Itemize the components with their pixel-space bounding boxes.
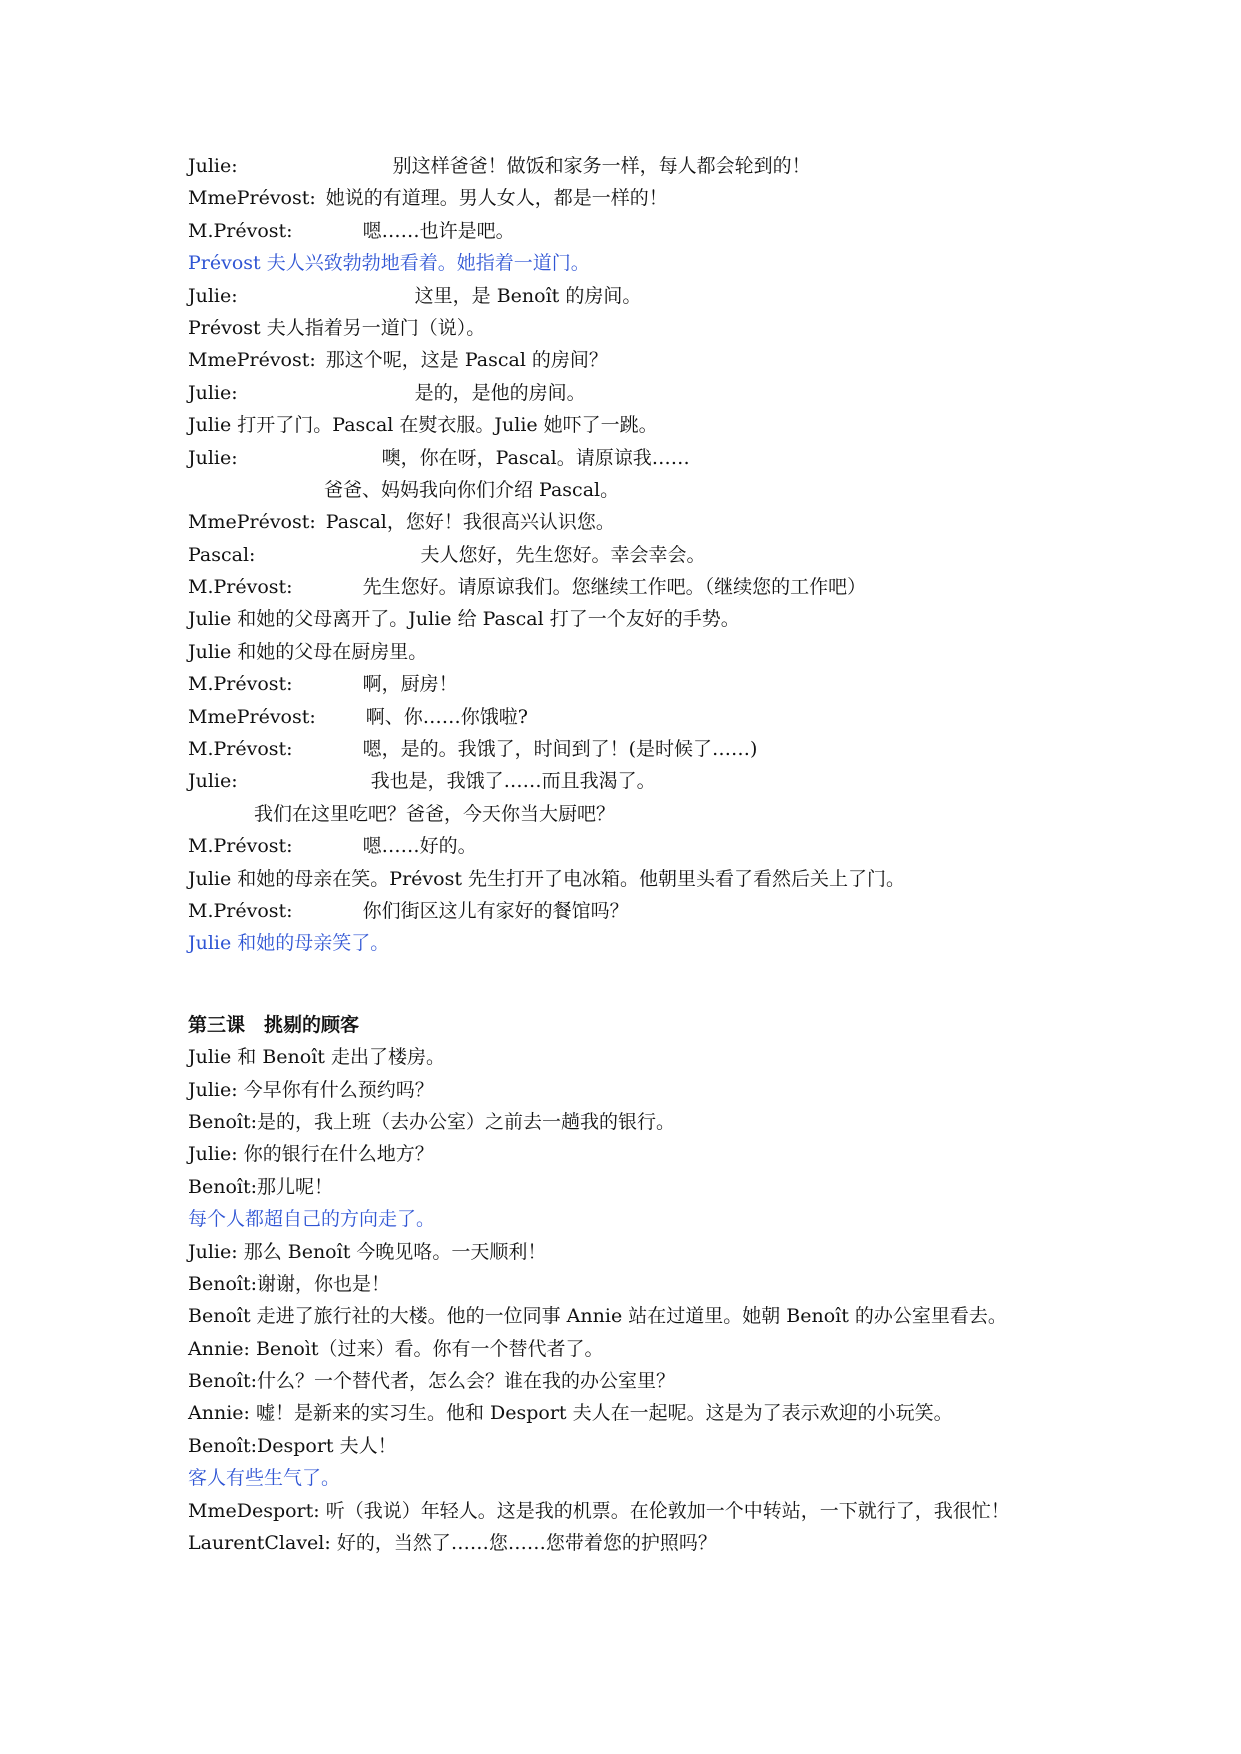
line-text: 这里，是 Benoît 的房间。 xyxy=(414,284,642,307)
dialogue-line xyxy=(188,280,1148,312)
line-text: 你们街区这儿有家好的餐馆吗？ xyxy=(362,899,629,922)
line-text: Julie: 那么 Benoît 今晚见咯。一天顺利！ xyxy=(188,1240,547,1263)
speaker-name: Julie: xyxy=(188,770,238,793)
dialogue-line xyxy=(188,215,1148,247)
narration-line xyxy=(188,1333,1148,1365)
line-text: Benoît:什么？一个替代者，怎么会？谁在我的办公室里？ xyxy=(188,1370,675,1393)
line-text: Pascal，您好！我很高兴认识您。 xyxy=(325,511,615,534)
line-text: Julie 和她的母亲笑了。 xyxy=(188,932,390,955)
narration-line xyxy=(188,1430,1148,1462)
speaker-name: M.Prévost: xyxy=(188,576,293,599)
lesson-heading-text: 第三课 挑剔的顾客 xyxy=(188,1013,360,1036)
narration-line xyxy=(188,636,1148,668)
dialogue-line xyxy=(188,571,1148,603)
dialogue-line xyxy=(188,701,1148,733)
narration-line xyxy=(188,1236,1148,1268)
speaker-name: Julie: xyxy=(188,155,238,177)
line-text: 先生您好。请原谅我们。您继续工作吧。（继续您的工作吧） xyxy=(362,576,867,599)
dialogue-line xyxy=(188,377,1148,409)
line-text: 夫人您好，先生您好。幸会幸会。 xyxy=(420,543,706,566)
narration-line xyxy=(188,247,1148,279)
narration-line xyxy=(188,1397,1148,1429)
line-text: 噢，你在呀，Pascal。请原谅我…… xyxy=(381,446,690,469)
dialogue-line xyxy=(188,506,1148,538)
speaker-name: MmePrévost: xyxy=(188,705,316,728)
narration-line xyxy=(188,1138,1148,1170)
speaker-name: MmePrévost: xyxy=(188,511,316,534)
narration-line xyxy=(188,1300,1148,1332)
line-text: Benoît:是的，我上班（去办公室）之前去一趟我的银行。 xyxy=(188,1110,675,1133)
line-text: Julie 和她的父母在厨房里。 xyxy=(188,640,428,663)
line-text: 爸爸、妈妈我向你们介绍 Pascal。 xyxy=(324,478,620,501)
narration-line xyxy=(188,1171,1148,1203)
line-text: 啊，厨房！ xyxy=(362,673,458,696)
dialogue-text xyxy=(188,150,1148,1559)
line-text: Prévost 夫人指着另一道门（说）。 xyxy=(188,316,486,339)
dialogue-line xyxy=(188,765,1148,797)
line-text: 每个人都超自己的方向走了。 xyxy=(188,1208,436,1231)
narration-line xyxy=(188,1495,1148,1527)
speaker-name: Pascal: xyxy=(188,543,256,566)
narration-line xyxy=(188,1365,1148,1397)
dialogue-line xyxy=(188,895,1148,927)
line-text: MmeDesport: 听（我说）年轻人。这是我的机票。在伦敦加一个中转站，一下就行了，我很忙！ xyxy=(188,1499,1010,1522)
line-text: Prévost 夫人兴致勃勃地看着。她指着一道门。 xyxy=(188,252,590,275)
dialogue-line xyxy=(188,344,1148,376)
narration-line xyxy=(188,474,1148,506)
line-text: Benoît 走进了旅行社的大楼。他的一位同事 Annie 站在过道里。她朝 Benoît 的办公室里看去。 xyxy=(188,1305,1007,1328)
dialogue-line xyxy=(188,668,1148,700)
narration-line xyxy=(188,312,1148,344)
line-text: Annie: 嘘！是新来的实习生。他和 Desport 夫人在一起呢。这是为了表示欢迎的小玩笑。 xyxy=(188,1402,953,1425)
line-text: 我们在这里吃吧？爸爸，今天你当大厨吧？ xyxy=(254,802,616,825)
line-text: 嗯，是的。我饿了，时间到了！(是时候了……) xyxy=(362,738,758,761)
line-text: Benoît:那儿呢！ xyxy=(188,1175,333,1198)
speaker-name: M.Prévost: xyxy=(188,899,293,922)
narration-line xyxy=(188,927,1148,959)
speaker-name: M.Prévost: xyxy=(188,219,293,242)
line-text: 啊、你……你饿啦? xyxy=(365,705,528,728)
line-text: Julie: 今早你有什么预约吗？ xyxy=(188,1078,434,1101)
narration-line xyxy=(188,863,1148,895)
speaker-name: Julie: xyxy=(188,446,238,469)
lesson-heading xyxy=(188,1009,1148,1041)
line-text: 嗯……好的。 xyxy=(362,835,477,858)
line-text: 她说的有道理。男人女人，都是一样的！ xyxy=(325,187,668,210)
line-text: LaurentClavel: 好的，当然了……您……您带着您的护照吗？ xyxy=(188,1532,717,1555)
line-text: Julie 和 Benoît 走出了楼房。 xyxy=(188,1046,445,1069)
dialogue-line xyxy=(188,442,1148,474)
speaker-name: M.Prévost: xyxy=(188,738,293,761)
narration-line xyxy=(188,1527,1148,1559)
speaker-name: Julie: xyxy=(188,284,238,307)
narration-line xyxy=(188,1074,1148,1106)
speaker-name: M.Prévost: xyxy=(188,673,293,696)
line-text: 那这个呢，这是 Pascal 的房间？ xyxy=(325,349,608,372)
line-text: Annie: Benoìt（过来）看。你有一个替代者了。 xyxy=(188,1337,604,1360)
dialogue-line xyxy=(188,182,1148,214)
speaker-name: MmePrévost: xyxy=(188,349,316,372)
dialogue-line xyxy=(188,733,1148,765)
speaker-name: Julie: xyxy=(188,381,238,404)
narration-line xyxy=(188,1106,1148,1138)
line-text: Benoît:谢谢，你也是！ xyxy=(188,1272,390,1295)
narration-line xyxy=(188,1203,1148,1235)
line-text: 我也是，我饿了……而且我渴了。 xyxy=(370,770,656,793)
narration-line xyxy=(188,1041,1148,1073)
line-text: Julie: 你的银行在什么地方？ xyxy=(188,1143,434,1166)
speaker-name: M.Prévost: xyxy=(188,835,293,858)
narration-line xyxy=(188,1462,1148,1494)
line-text: Julie 和她的父母离开了。Julie 给 Pascal 打了一个友好的手势。 xyxy=(188,608,740,631)
speaker-name: MmePrévost: xyxy=(188,187,316,210)
section-spacer xyxy=(188,960,1148,1009)
line-text: Julie 打开了门。Pascal 在熨衣服。Julie 她吓了一跳。 xyxy=(188,414,658,437)
narration-line xyxy=(188,798,1148,830)
line-text: Julie 和她的母亲在笑。Prévost 先生打开了电冰箱。他朝里头看了看然后关上了门。 xyxy=(188,867,906,890)
line-text: Benoît:Desport 夫人！ xyxy=(188,1434,397,1457)
narration-line xyxy=(188,1268,1148,1300)
narration-line xyxy=(188,409,1148,441)
line-text: 是的，是他的房间。 xyxy=(414,381,586,404)
dialogue-line xyxy=(188,150,1148,182)
dialogue-line xyxy=(188,830,1148,862)
line-text: 客人有些生气了。 xyxy=(188,1467,341,1490)
line-text: 嗯……也许是吧。 xyxy=(362,219,515,242)
dialogue-line xyxy=(188,539,1148,571)
narration-line xyxy=(188,603,1148,635)
line-text: 别这样爸爸！做饭和家务一样，每人都会轮到的！ xyxy=(392,155,811,177)
